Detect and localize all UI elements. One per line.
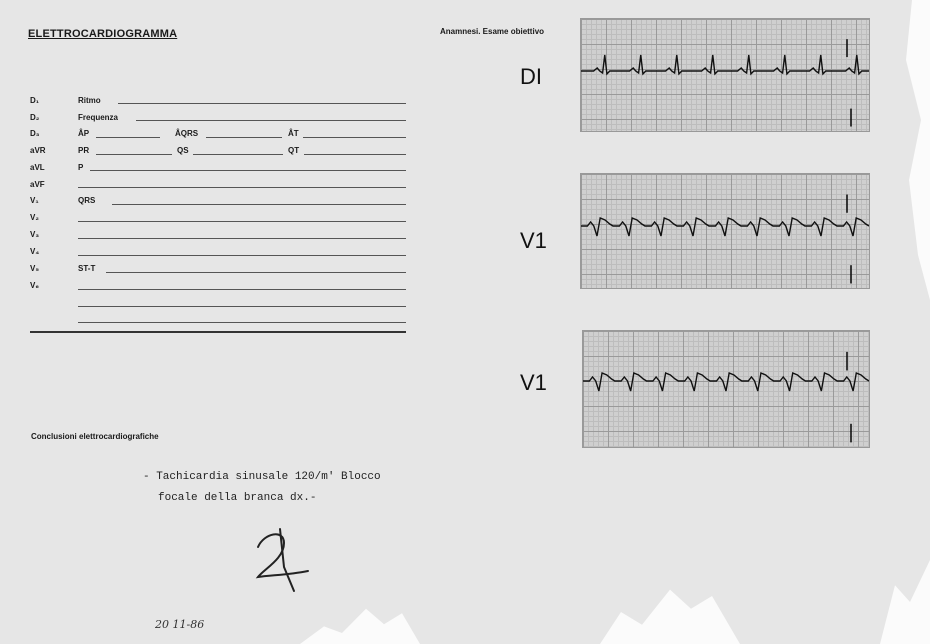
strip-1-lead-label: DI — [520, 64, 542, 89]
field-label-qrs: QRS — [78, 196, 96, 205]
strip-3-lead-label: V1 — [520, 370, 547, 395]
field-label-frequenza: Frequenza — [78, 113, 119, 122]
ecg-trace — [581, 19, 869, 131]
lead-label-avr: aVR — [30, 146, 46, 155]
ecg-strip-v1-b — [582, 330, 870, 448]
field-label-qs: QS — [177, 146, 189, 155]
lead-label-v2: V₂ — [30, 213, 39, 222]
field-label-ritmo: Ritmo — [78, 96, 101, 105]
lead-label-v4: V₄ — [30, 247, 40, 256]
lead-label-v1: V₁ — [30, 196, 39, 205]
field-label-pr: PR — [78, 146, 90, 155]
ecg-strip-v1-a — [580, 173, 870, 289]
lead-label-d2: D₂ — [30, 113, 40, 122]
field-label-at: ÂT — [288, 129, 299, 138]
ecg-trace — [583, 331, 869, 447]
conclusion-line-1: - Tachicardia sinusale 120/m' Blocco — [143, 471, 381, 483]
field-label-qt: QT — [288, 146, 300, 155]
field-label-aqrs: ÂQRS — [175, 129, 199, 138]
lead-label-v6: V₆ — [30, 281, 39, 290]
strip-2-lead-label: V1 — [520, 228, 547, 253]
ecg-strip-di — [580, 18, 870, 132]
lead-label-avl: aVL — [30, 163, 45, 172]
lead-label-v5: V₅ — [30, 264, 40, 273]
field-label-ap: ÂP — [78, 129, 90, 138]
lead-label-avf: aVF — [30, 180, 45, 189]
conclusion-line-2: focale della branca dx.- — [158, 492, 317, 504]
field-label-p: P — [78, 163, 84, 172]
field-label-st-t: ST-T — [78, 264, 96, 273]
date-handwritten: 20 11-86 — [155, 618, 205, 631]
ecg-trace — [581, 174, 869, 288]
form-title: ELETTROCARDIOGRAMMA — [28, 28, 178, 40]
anamnesi-label: Anamnesi. Esame obiettivo — [440, 27, 545, 36]
conclusions-heading: Conclusioni elettrocardiografiche — [31, 432, 159, 441]
lead-label-d3: D₃ — [30, 129, 40, 138]
lead-label-v3: V₃ — [30, 230, 40, 239]
signature-mark — [250, 525, 320, 600]
lead-label-d1: D₁ — [30, 96, 40, 105]
